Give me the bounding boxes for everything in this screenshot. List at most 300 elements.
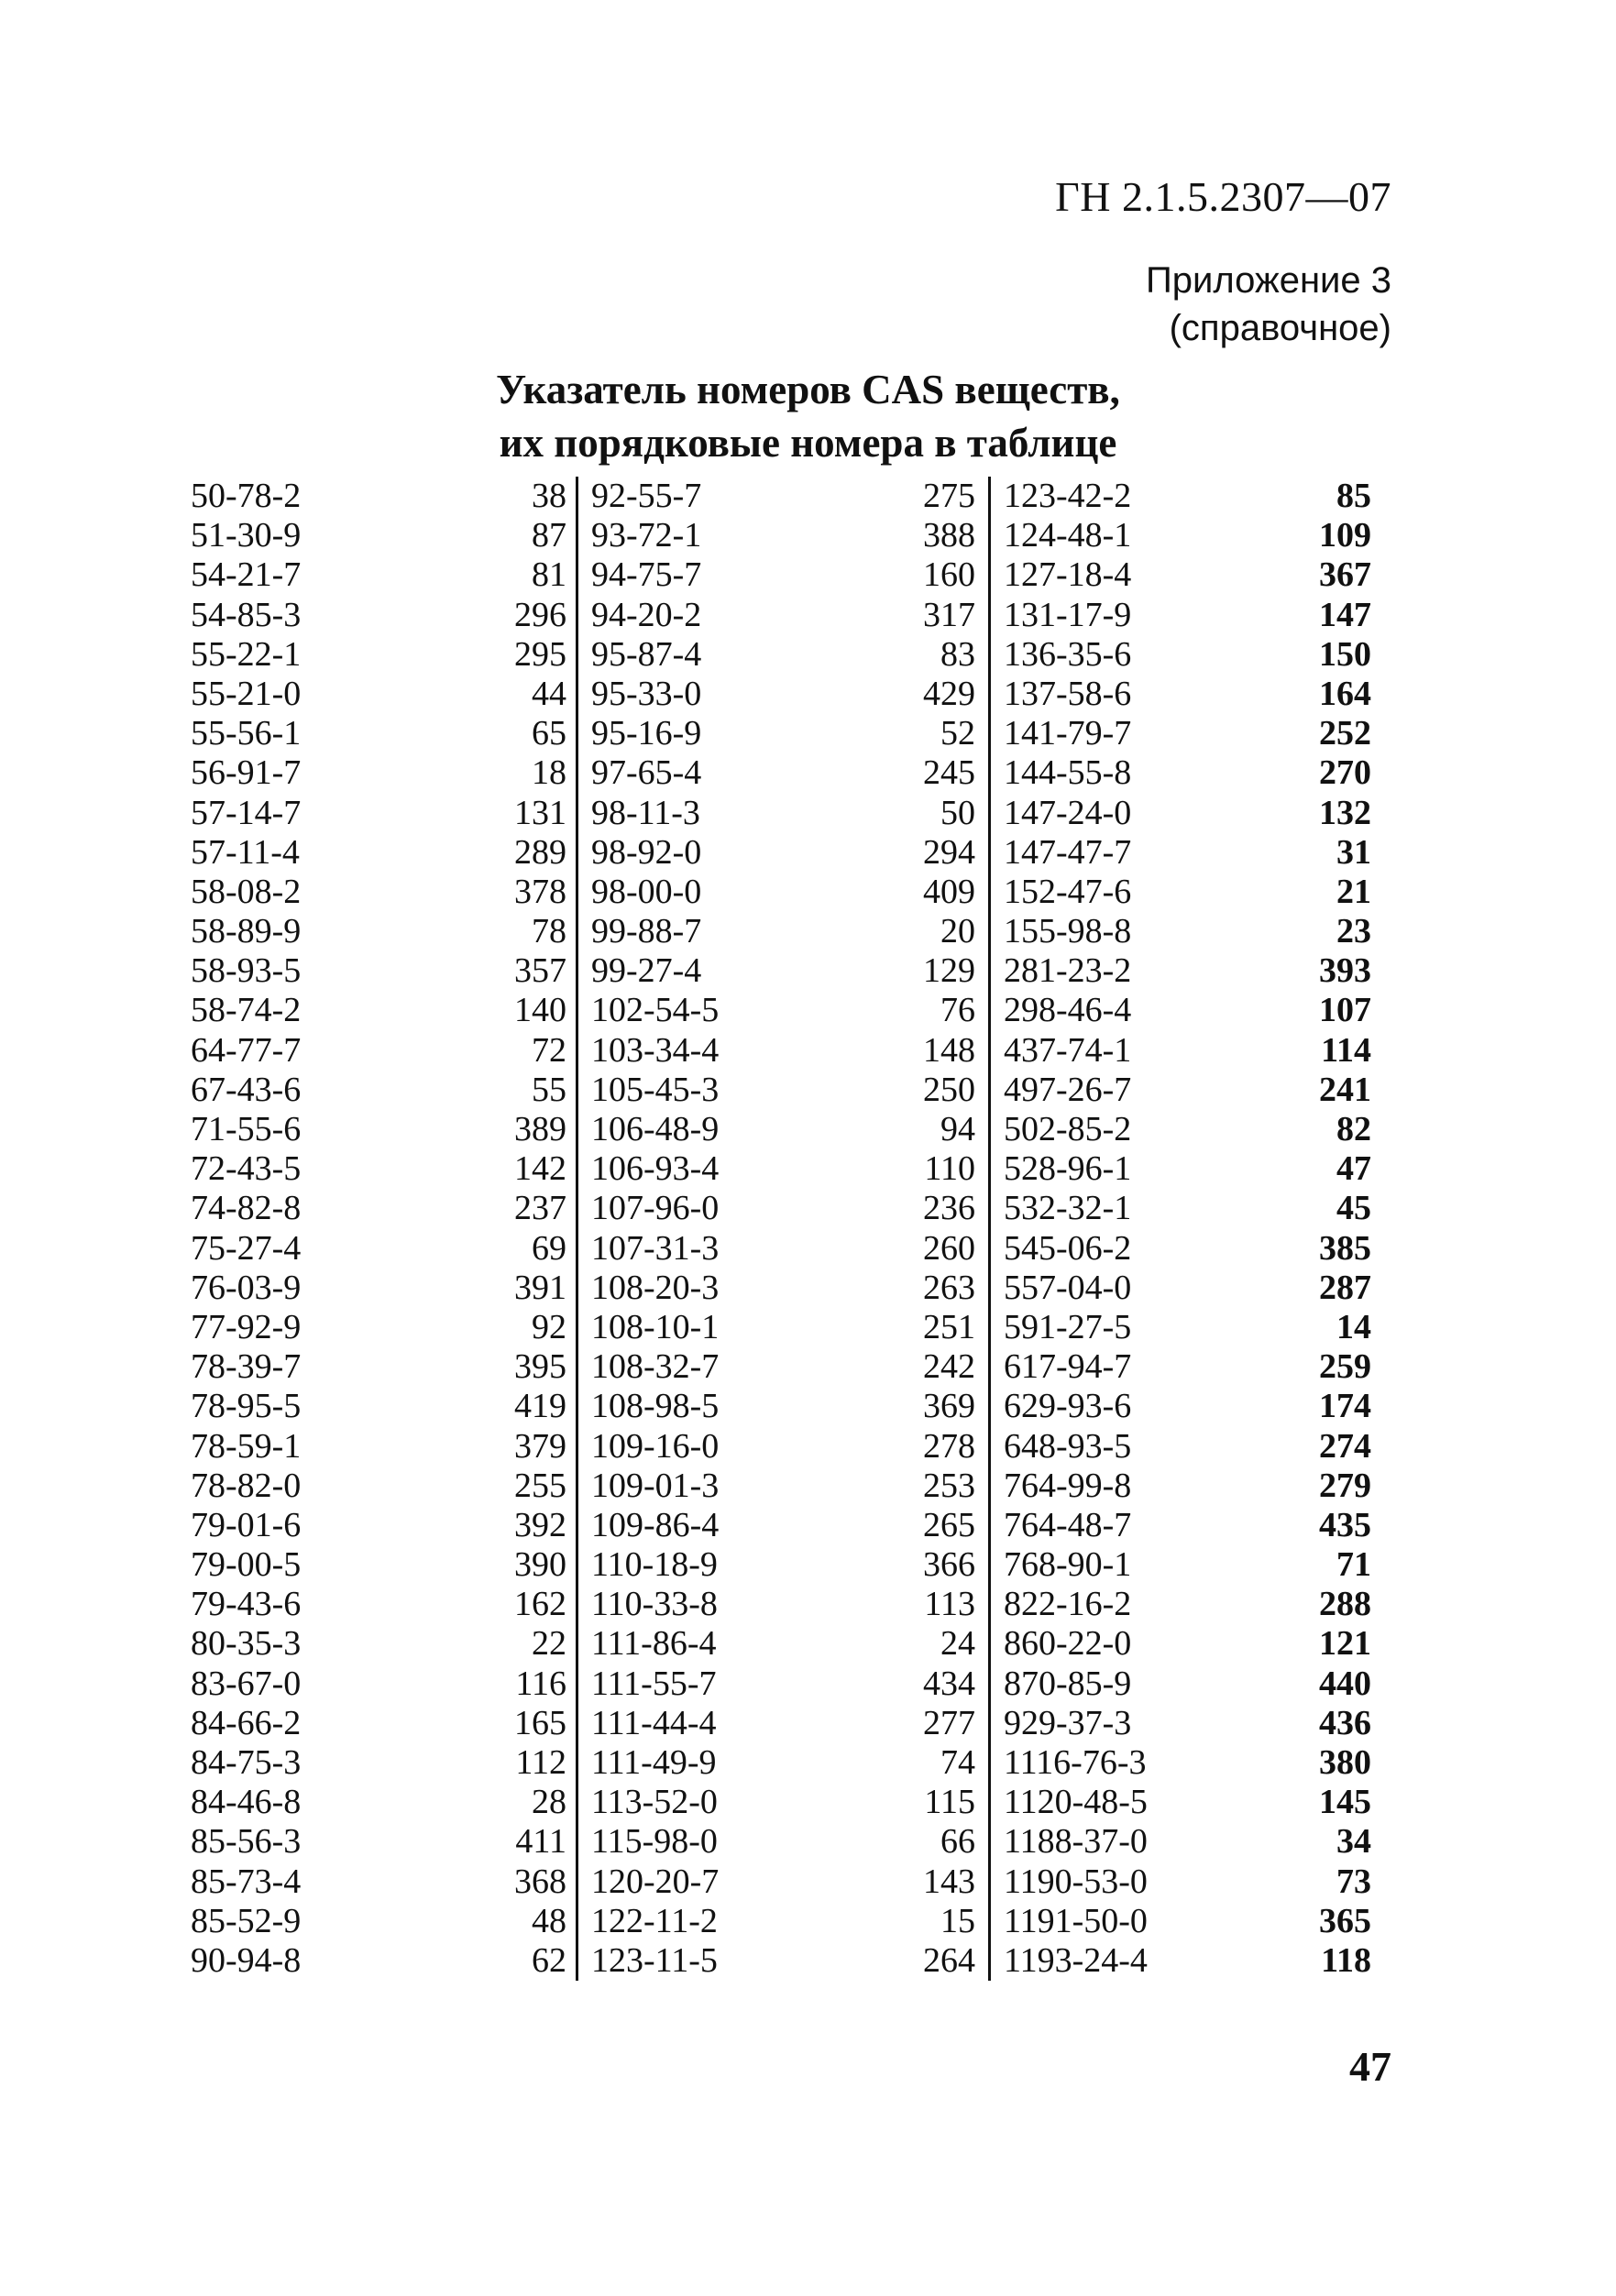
cas-number: 106-48-9	[591, 1110, 720, 1148]
order-number: 278	[923, 1426, 975, 1466]
order-number: 83	[940, 634, 975, 674]
cas-number: 120-20-7	[591, 1862, 720, 1901]
cas-number: 1116-76-3	[1004, 1743, 1147, 1782]
index-column-3-cell	[988, 1506, 1391, 1545]
table-row	[191, 1664, 1391, 1704]
order-number: 48	[532, 1901, 566, 1940]
order-number: 295	[514, 634, 566, 674]
cas-number: 108-32-7	[591, 1347, 720, 1387]
index-column-1-cell	[191, 1427, 576, 1467]
index-column-2-cell	[576, 596, 988, 635]
order-number: 114	[1321, 1030, 1371, 1070]
cas-number: 78-39-7	[191, 1347, 302, 1387]
index-column-3-cell	[988, 1743, 1391, 1783]
order-number: 296	[514, 595, 566, 634]
cas-number: 107-96-0	[591, 1189, 720, 1228]
appendix-label	[1146, 257, 1391, 352]
index-column-2-cell	[576, 1862, 988, 1902]
index-column-1-cell	[191, 1822, 576, 1862]
order-number: 270	[1319, 753, 1371, 793]
cas-number: 870-85-9	[1004, 1664, 1132, 1703]
index-column-1-cell	[191, 912, 576, 951]
cas-number: 98-11-3	[591, 793, 700, 832]
index-column-2-cell	[576, 1347, 988, 1387]
index-column-2-cell	[576, 714, 988, 753]
document-code: ГН 2.1.5.2307—07	[1055, 173, 1391, 220]
index-column-3-cell	[988, 1822, 1391, 1862]
cas-number: 95-33-0	[591, 674, 702, 713]
cas-number: 54-85-3	[191, 595, 302, 634]
order-number: 81	[532, 555, 566, 595]
index-column-1-cell	[191, 555, 576, 595]
index-column-3-cell	[988, 1269, 1391, 1308]
cas-number: 1190-53-0	[1004, 1862, 1148, 1901]
order-number: 393	[1319, 951, 1371, 991]
cas-number: 90-94-8	[191, 1940, 302, 1980]
cas-number: 95-87-4	[591, 634, 702, 674]
order-number: 242	[923, 1347, 975, 1387]
cas-number: 545-06-2	[1004, 1228, 1132, 1268]
index-column-1-cell	[191, 753, 576, 793]
index-column-1-cell	[191, 477, 576, 516]
order-number: 434	[923, 1664, 975, 1703]
table-row	[191, 1941, 1391, 1981]
index-column-2-cell	[576, 1664, 988, 1704]
order-number: 116	[515, 1664, 566, 1703]
order-number: 368	[514, 1862, 566, 1901]
cas-number: 93-72-1	[591, 516, 702, 555]
cas-number: 110-18-9	[591, 1545, 718, 1585]
order-number: 18	[532, 753, 566, 793]
table-row	[191, 635, 1391, 675]
cas-number: 1188-37-0	[1004, 1822, 1148, 1862]
index-column-2-cell	[576, 477, 988, 516]
order-number: 129	[923, 951, 975, 991]
order-number: 87	[532, 516, 566, 555]
table-row	[191, 1308, 1391, 1347]
index-column-2-cell	[576, 1743, 988, 1783]
index-column-2-cell	[576, 1624, 988, 1664]
order-number: 47	[1336, 1149, 1371, 1189]
order-number: 34	[1336, 1822, 1371, 1862]
table-row	[191, 516, 1391, 555]
order-number: 113	[924, 1585, 975, 1624]
order-number: 55	[532, 1070, 566, 1109]
cas-number: 106-93-4	[591, 1149, 720, 1189]
cas-number: 155-98-8	[1004, 912, 1132, 951]
cas-number: 77-92-9	[191, 1307, 302, 1346]
order-number: 94	[940, 1110, 975, 1148]
order-number: 392	[514, 1505, 566, 1544]
order-number: 14	[1336, 1307, 1371, 1346]
order-number: 263	[923, 1268, 975, 1307]
order-number: 50	[940, 793, 975, 832]
cas-number: 78-82-0	[191, 1466, 302, 1505]
order-number: 385	[1319, 1228, 1371, 1268]
order-number: 388	[923, 516, 975, 555]
cas-number: 497-26-7	[1004, 1070, 1132, 1109]
table-row	[191, 1071, 1391, 1110]
index-column-1-cell	[191, 1743, 576, 1783]
order-number: 429	[923, 674, 975, 713]
cas-number: 94-75-7	[591, 555, 702, 595]
index-column-1-cell	[191, 1071, 576, 1110]
order-number: 274	[1319, 1426, 1371, 1466]
order-number: 294	[923, 832, 975, 872]
cas-number: 528-96-1	[1004, 1149, 1132, 1189]
table-row	[191, 951, 1391, 991]
index-column-3-cell	[988, 555, 1391, 595]
index-column-2-cell	[576, 1189, 988, 1228]
index-column-2-cell	[576, 1387, 988, 1426]
order-number: 436	[1319, 1703, 1371, 1742]
order-number: 31	[1336, 832, 1371, 872]
cas-number: 99-27-4	[591, 951, 702, 991]
order-number: 357	[514, 951, 566, 991]
index-column-2-cell	[576, 1941, 988, 1981]
cas-number: 137-58-6	[1004, 674, 1132, 713]
index-column-2-cell	[576, 1269, 988, 1308]
index-column-1-cell	[191, 1545, 576, 1585]
index-column-3-cell	[988, 1941, 1391, 1981]
order-number: 66	[940, 1822, 975, 1862]
index-column-3-cell	[988, 516, 1391, 555]
cas-number: 57-14-7	[191, 793, 302, 832]
order-number: 236	[923, 1189, 975, 1228]
order-number: 288	[1319, 1585, 1371, 1624]
order-number: 367	[1319, 555, 1371, 595]
index-column-3-cell	[988, 1110, 1391, 1149]
appendix-type: (справочное)	[1169, 308, 1391, 348]
table-row	[191, 1189, 1391, 1228]
order-number: 264	[923, 1940, 975, 1980]
cas-number: 94-20-2	[591, 595, 702, 634]
index-column-2-cell	[576, 991, 988, 1030]
index-column-3-cell	[988, 596, 1391, 635]
table-row	[191, 1347, 1391, 1387]
index-column-1-cell	[191, 1941, 576, 1981]
index-column-1-cell	[191, 1189, 576, 1228]
cas-number: 136-35-6	[1004, 634, 1132, 674]
index-column-1-cell	[191, 1783, 576, 1822]
cas-number: 58-93-5	[191, 951, 302, 991]
order-number: 379	[514, 1426, 566, 1466]
order-number: 253	[923, 1466, 975, 1505]
order-number: 165	[514, 1703, 566, 1742]
cas-number: 98-00-0	[591, 872, 702, 911]
cas-number: 617-94-7	[1004, 1347, 1132, 1387]
order-number: 131	[514, 793, 566, 832]
order-number: 22	[532, 1624, 566, 1664]
table-row	[191, 1506, 1391, 1545]
order-number: 65	[532, 714, 566, 753]
cas-number: 822-16-2	[1004, 1585, 1132, 1624]
cas-number: 79-00-5	[191, 1545, 302, 1585]
cas-number: 152-47-6	[1004, 872, 1132, 911]
table-row	[191, 794, 1391, 833]
cas-number: 85-56-3	[191, 1822, 302, 1862]
index-column-2-cell	[576, 1506, 988, 1545]
cas-number: 1191-50-0	[1004, 1901, 1148, 1940]
table-row	[191, 753, 1391, 793]
cas-number: 51-30-9	[191, 516, 302, 555]
index-column-1-cell	[191, 675, 576, 714]
cas-number: 123-11-5	[591, 1940, 718, 1980]
index-column-2-cell	[576, 1031, 988, 1071]
cas-number: 108-20-3	[591, 1268, 720, 1307]
index-column-2-cell	[576, 1308, 988, 1347]
cas-number: 58-74-2	[191, 991, 302, 1030]
order-number: 378	[514, 872, 566, 911]
index-column-2-cell	[576, 635, 988, 675]
cas-number: 122-11-2	[591, 1901, 718, 1940]
index-column-3-cell	[988, 1704, 1391, 1743]
cas-number: 124-48-1	[1004, 516, 1132, 555]
order-number: 241	[1319, 1070, 1371, 1109]
cas-number: 95-16-9	[591, 714, 702, 753]
cas-number: 85-52-9	[191, 1901, 302, 1940]
order-number: 45	[1336, 1189, 1371, 1228]
table-row	[191, 1149, 1391, 1189]
index-column-3-cell	[988, 1387, 1391, 1426]
cas-number: 764-48-7	[1004, 1505, 1132, 1544]
order-number: 162	[514, 1585, 566, 1624]
order-number: 15	[940, 1901, 975, 1940]
index-column-1-cell	[191, 794, 576, 833]
order-number: 275	[923, 477, 975, 515]
cas-number: 83-67-0	[191, 1664, 302, 1703]
appendix-number: Приложение 3	[1146, 260, 1391, 301]
order-number: 143	[923, 1862, 975, 1901]
order-number: 28	[532, 1783, 566, 1822]
table-row	[191, 1783, 1391, 1822]
index-column-1-cell	[191, 833, 576, 873]
order-number: 255	[514, 1466, 566, 1505]
index-column-1-cell	[191, 1664, 576, 1704]
table-row	[191, 1229, 1391, 1269]
order-number: 62	[532, 1940, 566, 1980]
order-number: 72	[532, 1030, 566, 1070]
index-column-3-cell	[988, 951, 1391, 991]
index-column-1-cell	[191, 1624, 576, 1664]
index-column-1-cell	[191, 1031, 576, 1071]
order-number: 411	[515, 1822, 566, 1862]
cas-number: 99-88-7	[591, 912, 702, 951]
index-column-3-cell	[988, 794, 1391, 833]
index-column-2-cell	[576, 1902, 988, 1941]
table-row	[191, 1545, 1391, 1585]
cas-number: 97-65-4	[591, 753, 702, 793]
index-column-1-cell	[191, 1704, 576, 1743]
index-column-1-cell	[191, 1269, 576, 1308]
cas-number: 144-55-8	[1004, 753, 1132, 793]
index-column-1-cell	[191, 873, 576, 912]
order-number: 110	[924, 1149, 975, 1189]
order-number: 366	[923, 1545, 975, 1585]
cas-number: 141-79-7	[1004, 714, 1132, 753]
order-number: 23	[1336, 912, 1371, 951]
order-number: 52	[940, 714, 975, 753]
order-number: 409	[923, 872, 975, 911]
cas-number: 298-46-4	[1004, 991, 1132, 1030]
table-row	[191, 1467, 1391, 1506]
cas-number: 71-55-6	[191, 1110, 302, 1148]
cas-number: 532-32-1	[1004, 1189, 1132, 1228]
order-number: 259	[1319, 1347, 1371, 1387]
cas-number: 109-01-3	[591, 1466, 720, 1505]
cas-number: 591-27-5	[1004, 1307, 1132, 1346]
index-column-2-cell	[576, 912, 988, 951]
cas-number: 768-90-1	[1004, 1545, 1132, 1585]
order-number: 245	[923, 753, 975, 793]
index-column-3-cell	[988, 1783, 1391, 1822]
order-number: 277	[923, 1703, 975, 1742]
index-column-1-cell	[191, 516, 576, 555]
cas-index-table	[191, 477, 1391, 1981]
index-column-3-cell	[988, 1545, 1391, 1585]
order-number: 20	[940, 912, 975, 951]
index-column-3-cell	[988, 1189, 1391, 1228]
cas-number: 648-93-5	[1004, 1426, 1132, 1466]
index-column-3-cell	[988, 873, 1391, 912]
index-column-3-cell	[988, 1664, 1391, 1704]
table-row	[191, 477, 1391, 516]
cas-number: 55-56-1	[191, 714, 302, 753]
index-column-2-cell	[576, 1071, 988, 1110]
cas-number: 109-86-4	[591, 1505, 720, 1544]
index-column-1-cell	[191, 714, 576, 753]
table-row	[191, 1585, 1391, 1624]
cas-number: 55-22-1	[191, 634, 302, 674]
index-column-2-cell	[576, 1110, 988, 1149]
order-number: 107	[1319, 991, 1371, 1030]
index-column-1-cell	[191, 1387, 576, 1426]
index-column-3-cell	[988, 1862, 1391, 1902]
index-column-2-cell	[576, 1149, 988, 1189]
order-number: 174	[1319, 1387, 1371, 1426]
cas-number: 72-43-5	[191, 1149, 302, 1189]
cas-number: 110-33-8	[591, 1585, 718, 1624]
cas-number: 131-17-9	[1004, 595, 1132, 634]
cas-number: 107-31-3	[591, 1228, 720, 1268]
order-number: 140	[514, 991, 566, 1030]
cas-number: 111-49-9	[591, 1743, 717, 1782]
table-row	[191, 1624, 1391, 1664]
index-column-1-cell	[191, 1308, 576, 1347]
order-number: 78	[532, 912, 566, 951]
order-number: 419	[514, 1387, 566, 1426]
table-row	[191, 1822, 1391, 1862]
index-column-2-cell	[576, 833, 988, 873]
cas-number: 55-21-0	[191, 674, 302, 713]
index-column-3-cell	[988, 1624, 1391, 1664]
index-column-2-cell	[576, 1822, 988, 1862]
cas-number: 56-91-7	[191, 753, 302, 793]
cas-number: 57-11-4	[191, 832, 300, 872]
cas-number: 78-95-5	[191, 1387, 302, 1426]
order-number: 118	[1321, 1940, 1371, 1980]
order-number: 435	[1319, 1505, 1371, 1544]
cas-number: 92-55-7	[591, 477, 702, 515]
index-column-3-cell	[988, 1308, 1391, 1347]
index-column-2-cell	[576, 951, 988, 991]
table-row	[191, 1031, 1391, 1071]
order-number: 145	[1319, 1783, 1371, 1822]
order-number: 142	[514, 1149, 566, 1189]
index-column-1-cell	[191, 1149, 576, 1189]
cas-number: 281-23-2	[1004, 951, 1132, 991]
index-column-3-cell	[988, 912, 1391, 951]
index-column-1-cell	[191, 1467, 576, 1506]
cas-number: 629-93-6	[1004, 1387, 1132, 1426]
order-number: 164	[1319, 674, 1371, 713]
index-column-2-cell	[576, 1427, 988, 1467]
order-number: 74	[940, 1743, 975, 1782]
cas-number: 74-82-8	[191, 1189, 302, 1228]
cas-number: 109-16-0	[591, 1426, 720, 1466]
cas-number: 78-59-1	[191, 1426, 302, 1466]
index-column-3-cell	[988, 675, 1391, 714]
index-column-3-cell	[988, 1347, 1391, 1387]
title-line-2: их порядковые номера в таблице	[499, 420, 1117, 466]
index-column-3-cell	[988, 1229, 1391, 1269]
order-number: 369	[923, 1387, 975, 1426]
cas-number: 111-86-4	[591, 1624, 717, 1664]
order-number: 440	[1319, 1664, 1371, 1703]
index-column-3-cell	[988, 1585, 1391, 1624]
order-number: 265	[923, 1505, 975, 1544]
cas-number: 437-74-1	[1004, 1030, 1132, 1070]
title-line-1: Указатель номеров CAS веществ,	[496, 367, 1120, 412]
table-row	[191, 1902, 1391, 1941]
cas-number: 147-24-0	[1004, 793, 1132, 832]
order-number: 71	[1336, 1545, 1371, 1585]
cas-number: 764-99-8	[1004, 1466, 1132, 1505]
cas-number: 502-85-2	[1004, 1110, 1132, 1148]
index-column-2-cell	[576, 516, 988, 555]
index-column-3-cell	[988, 1031, 1391, 1071]
order-number: 289	[514, 832, 566, 872]
cas-number: 557-04-0	[1004, 1268, 1132, 1307]
table-row	[191, 1427, 1391, 1467]
cas-number: 84-75-3	[191, 1743, 302, 1782]
order-number: 69	[532, 1228, 566, 1268]
cas-number: 102-54-5	[591, 991, 720, 1030]
cas-number: 123-42-2	[1004, 477, 1132, 515]
index-column-1-cell	[191, 1229, 576, 1269]
order-number: 92	[532, 1307, 566, 1346]
table-row	[191, 991, 1391, 1030]
cas-number: 105-45-3	[591, 1070, 720, 1109]
index-column-2-cell	[576, 1229, 988, 1269]
cas-number: 58-89-9	[191, 912, 302, 951]
index-column-1-cell	[191, 1110, 576, 1149]
index-column-1-cell	[191, 596, 576, 635]
order-number: 395	[514, 1347, 566, 1387]
index-column-3-cell	[988, 753, 1391, 793]
index-column-3-cell	[988, 991, 1391, 1030]
index-column-3-cell	[988, 1467, 1391, 1506]
page-number: 47	[1349, 2043, 1391, 2090]
cas-number: 1120-48-5	[1004, 1783, 1148, 1822]
cas-number: 111-55-7	[591, 1664, 717, 1703]
order-number: 279	[1319, 1466, 1371, 1505]
cas-number: 113-52-0	[591, 1783, 718, 1822]
index-column-2-cell	[576, 1585, 988, 1624]
order-number: 390	[514, 1545, 566, 1585]
cas-number: 58-08-2	[191, 872, 302, 911]
cas-number: 1193-24-4	[1004, 1940, 1148, 1980]
